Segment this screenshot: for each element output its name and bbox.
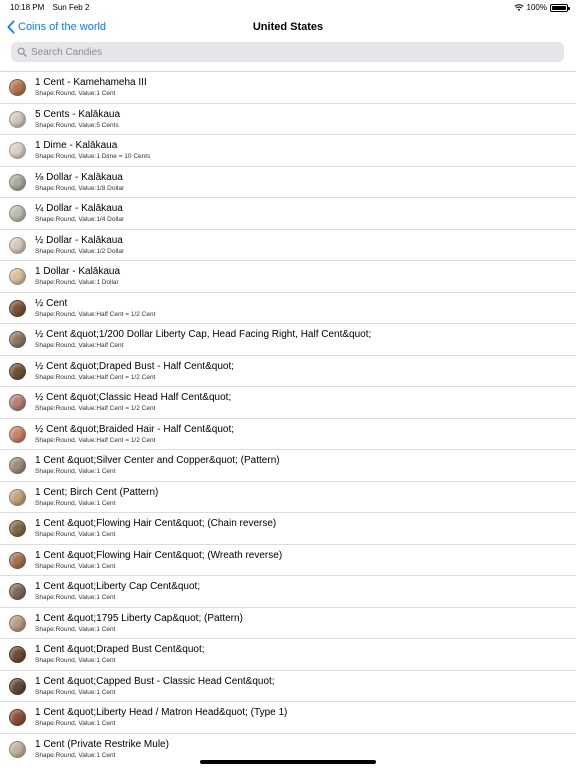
list-item[interactable] [0, 639, 576, 671]
coin-list [0, 72, 576, 760]
battery-percent: 100% [526, 3, 547, 12]
coin-title: 1 Cent &quot;Silver Center and Copper&quot; (Pattern) [35, 455, 280, 466]
coin-thumbnail [9, 268, 26, 285]
coin-subtitle: Shape:Round, Value:1 Dime = 10 Cents [35, 153, 151, 160]
list-item[interactable] [0, 167, 576, 199]
coin-subtitle: Shape:Round, Value:1/2 Dollar [35, 247, 125, 255]
list-item[interactable] [0, 135, 576, 167]
coin-subtitle: Shape:Round, Value:1 Cent [35, 531, 116, 538]
coin-thumbnail [9, 426, 26, 443]
coin-thumbnail [9, 363, 26, 380]
coin-title: ½ Cent &quot;Braided Hair - Half Cent&quot; [35, 423, 234, 435]
coin-thumbnail [9, 237, 26, 254]
coin-thumbnail [9, 583, 26, 600]
list-item[interactable] [0, 261, 576, 293]
status-left [10, 3, 95, 12]
status-time: 10:18 PM [10, 3, 45, 12]
list-item[interactable] [0, 482, 576, 514]
coin-subtitle: Shape:Round, Value:Half Cent = 1/2 Cent [35, 373, 156, 381]
coin-title: ½ Cent [35, 297, 68, 309]
coin-subtitle: Shape:Round, Value:1 Cent [35, 657, 116, 664]
coin-title: ½ Cent &quot;Draped Bust - Half Cent&quot; [35, 360, 234, 372]
coin-thumbnail [9, 646, 26, 663]
coin-thumbnail [9, 174, 26, 191]
coin-thumbnail [9, 457, 26, 474]
coin-thumbnail [9, 300, 26, 317]
status-date: Sun Feb 2 [52, 3, 90, 12]
list-item[interactable] [0, 702, 576, 734]
search-input[interactable] [31, 47, 551, 58]
coin-subtitle: Shape:Round, Value:Half Cent = 1/2 Cent [35, 405, 156, 412]
coin-title: 5 Cents - Kalākaua [35, 108, 121, 120]
coin-subtitle: Shape:Round, Value:1 Cent [35, 499, 116, 507]
wifi-icon [514, 4, 524, 12]
coin-title: ⅛ Dollar - Kalākaua [35, 171, 123, 183]
list-item[interactable] [0, 198, 576, 230]
list-item[interactable] [0, 387, 576, 419]
coin-title: 1 Cent &quot;Liberty Head / Matron Head&quot; (Type 1) [35, 707, 288, 718]
coin-subtitle: Shape:Round, Value:1/8 Dollar [35, 184, 125, 192]
coin-title: ½ Dollar - Kalākaua [35, 234, 123, 246]
coin-subtitle: Shape:Round, Value:1 Cent [35, 594, 116, 601]
list-item[interactable] [0, 419, 576, 451]
list-item[interactable] [0, 450, 576, 482]
coin-thumbnail [9, 741, 26, 758]
coin-thumbnail [9, 111, 26, 128]
list-item[interactable] [0, 72, 576, 104]
list-item[interactable] [0, 293, 576, 325]
list-item[interactable] [0, 734, 576, 761]
coin-title: 1 Cent (Private Restrike Mule) [35, 738, 169, 750]
navigation-bar [0, 14, 576, 42]
list-item[interactable] [0, 324, 576, 356]
coin-title: 1 Cent &quot;Draped Bust Cent&quot; [35, 644, 205, 655]
coin-thumbnail [9, 79, 26, 96]
search-bar[interactable] [11, 42, 564, 62]
list-item[interactable] [0, 545, 576, 577]
list-item[interactable] [0, 356, 576, 388]
coin-subtitle: Shape:Round, Value:1 Cent [35, 688, 116, 696]
coin-subtitle: Shape:Round, Value:1 Cent [35, 625, 116, 633]
list-item[interactable] [0, 608, 576, 640]
coin-title: 1 Cent &quot;Liberty Cap Cent&quot; [35, 581, 201, 592]
coin-title: 1 Cent &quot;Flowing Hair Cent&quot; (Chain reverse) [35, 518, 277, 529]
coin-subtitle: Shape:Round, Value:1 Cent [35, 468, 116, 475]
coin-title: 1 Cent &quot;Flowing Hair Cent&quot; (Wreath reverse) [35, 549, 283, 561]
coin-title: 1 Cent &quot;Capped Bust - Classic Head Cent&quot; [35, 675, 275, 687]
back-button-label: Coins of the world [18, 21, 107, 33]
list-item[interactable] [0, 513, 576, 545]
coin-title: ½ Cent &quot;1/200 Dollar Liberty Cap, Head Facing Right, Half Cent&quot; [35, 329, 372, 340]
coin-subtitle: Shape:Round, Value:Half Cent [35, 342, 124, 349]
coin-title: 1 Cent &quot;1795 Liberty Cap&quot; (Pattern) [35, 612, 243, 624]
list-item[interactable] [0, 104, 576, 136]
list-item[interactable] [0, 576, 576, 608]
coin-title: 1 Dollar - Kalākaua [35, 266, 121, 277]
coin-subtitle: Shape:Round, Value:1 Dollar [35, 279, 119, 286]
coin-thumbnail [9, 709, 26, 726]
home-indicator[interactable] [200, 760, 376, 764]
coin-title: 1 Cent; Birch Cent (Pattern) [35, 486, 159, 498]
coin-thumbnail [9, 552, 26, 569]
coin-thumbnail [9, 142, 26, 159]
battery-icon [550, 4, 568, 12]
coin-title: 1 Dime - Kalākaua [35, 140, 118, 151]
coin-thumbnail [9, 489, 26, 506]
coin-title: 1 Cent - Kamehameha III [35, 77, 147, 88]
coin-thumbnail [9, 394, 26, 411]
coin-subtitle: Shape:Round, Value:1 Cent [35, 751, 116, 759]
coin-thumbnail [9, 520, 26, 537]
status-bar [0, 0, 576, 14]
coin-thumbnail [9, 205, 26, 222]
page-title: United States [252, 21, 324, 33]
coin-thumbnail [9, 678, 26, 695]
coin-title: ½ Cent &quot;Classic Head Half Cent&quot; [35, 392, 232, 403]
status-right [514, 3, 568, 12]
coin-subtitle: Shape:Round, Value:5 Cents [35, 121, 119, 129]
list-item[interactable] [0, 671, 576, 703]
coin-subtitle: Shape:Round, Value:1 Cent [35, 562, 116, 570]
list-item[interactable] [0, 230, 576, 262]
coin-thumbnail [9, 615, 26, 632]
coin-subtitle: Shape:Round, Value:Half Cent = 1/2 Cent [35, 310, 156, 318]
search-icon [17, 47, 27, 57]
coin-title: ¼ Dollar - Kalākaua [35, 203, 123, 214]
coin-subtitle: Shape:Round, Value:Half Cent = 1/2 Cent [35, 436, 156, 444]
coin-subtitle: Shape:Round, Value:1 Cent [35, 720, 116, 727]
coin-subtitle: Shape:Round, Value:1/4 Dollar [35, 216, 125, 223]
coin-thumbnail [9, 331, 26, 348]
coin-subtitle: Shape:Round, Value:1 Cent [35, 90, 116, 97]
